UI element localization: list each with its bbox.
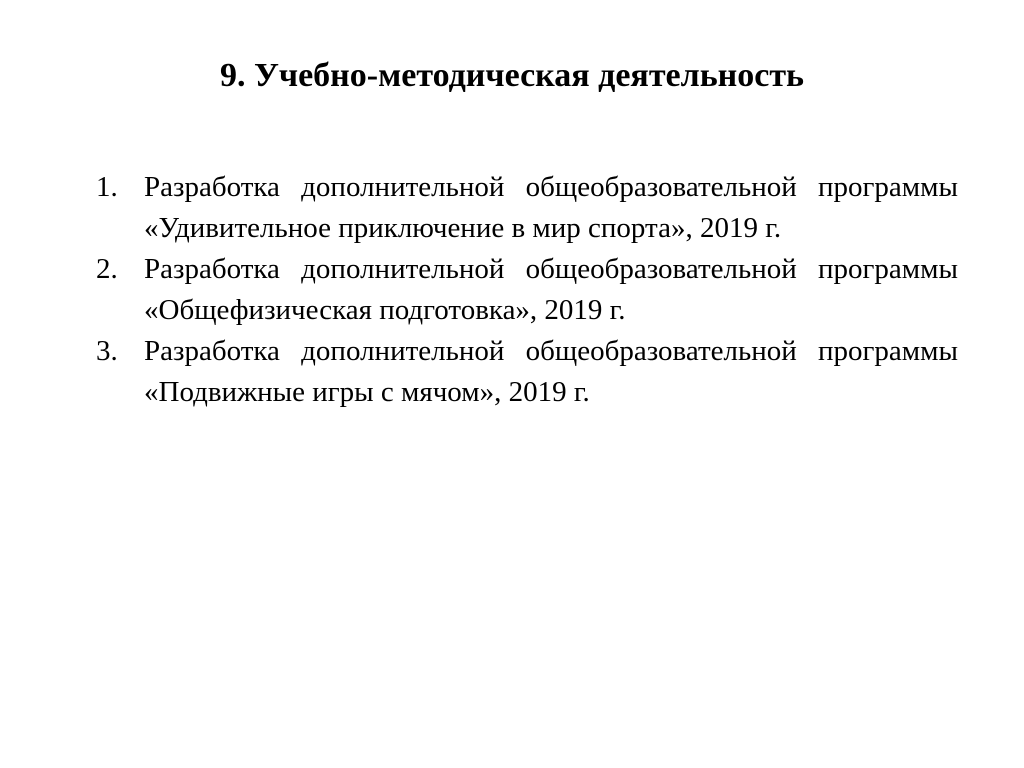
activity-list <box>96 167 958 413</box>
slide-title: 9. Учебно-методическая деятельность <box>219 57 805 94</box>
list-item-number: 2. <box>96 253 118 285</box>
list-item <box>96 167 958 249</box>
list-item-text: Разработка дополнительной общеобразовательной программы «Подвижные игры с мячом», 2019 г. <box>144 335 958 408</box>
list-item-text: Разработка дополнительной общеобразовательной программы «Общефизическая подготовка», 2019 г. <box>144 253 958 326</box>
list-item-number: 1. <box>96 171 118 203</box>
list-item-text: Разработка дополнительной общеобразовательной программы «Удивительное приключение в мир спорта», 2019 г. <box>144 171 958 244</box>
list-item-number: 3. <box>96 335 118 367</box>
list-item <box>96 331 958 413</box>
list-item <box>96 249 958 331</box>
